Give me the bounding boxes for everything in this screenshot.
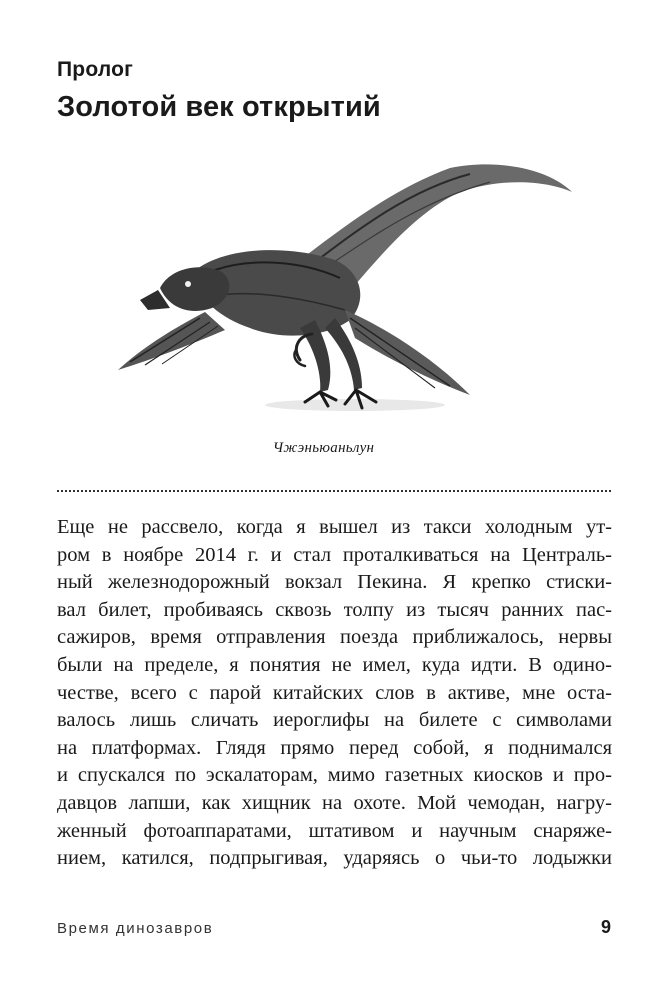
body-line: давцов лапши, как хищник на охоте. Мой чемодан, нагру- [57,791,612,814]
body-line: валось лишь сличать иероглифы на билете с символами [57,709,612,732]
body-line: на платформах. Глядя прямо перед собой, я поднимался [57,736,612,759]
body-line: ром в ноябре 2014 г. и стал проталкиваться на Централь- [57,543,612,566]
body-line: и спускался по эскалаторам, мимо газетных киосков и про- [57,764,612,787]
body-line: сажиров, время отправления поезда приближалось, нервы [57,626,612,649]
body-line: вал билет, пробиваясь сквозь толпу из тысяч ранних пас- [57,598,612,621]
page-number: 9 [600,917,611,937]
dinosaur-illustration [100,150,590,425]
body-line: женный фотоаппаратами, штативом и научным снаряже- [57,819,612,842]
body-line: честве, всего с парой китайских слов в активе, мне оста- [57,681,612,704]
body-line: Еще не рассвело, когда я вышел из такси холодным ут- [57,516,612,538]
figure-caption: Чжэньюаньлун [272,440,375,456]
body-line: были на пределе, я понятия не имел, куда идти. В одино- [57,653,612,676]
running-footer-title: Время динозавров [57,920,214,937]
chapter-label: Пролог [57,58,134,81]
body-line: ный железнодорожный вокзал Пекина. Я крепко стиски- [57,571,612,594]
chapter-title: Золотой век открытий [57,91,381,123]
dotted-divider [57,490,611,492]
body-paragraph [57,514,612,873]
body-line: нием, катился, подпрыгивая, ударяясь о чьи-то лодыжки [57,847,612,870]
